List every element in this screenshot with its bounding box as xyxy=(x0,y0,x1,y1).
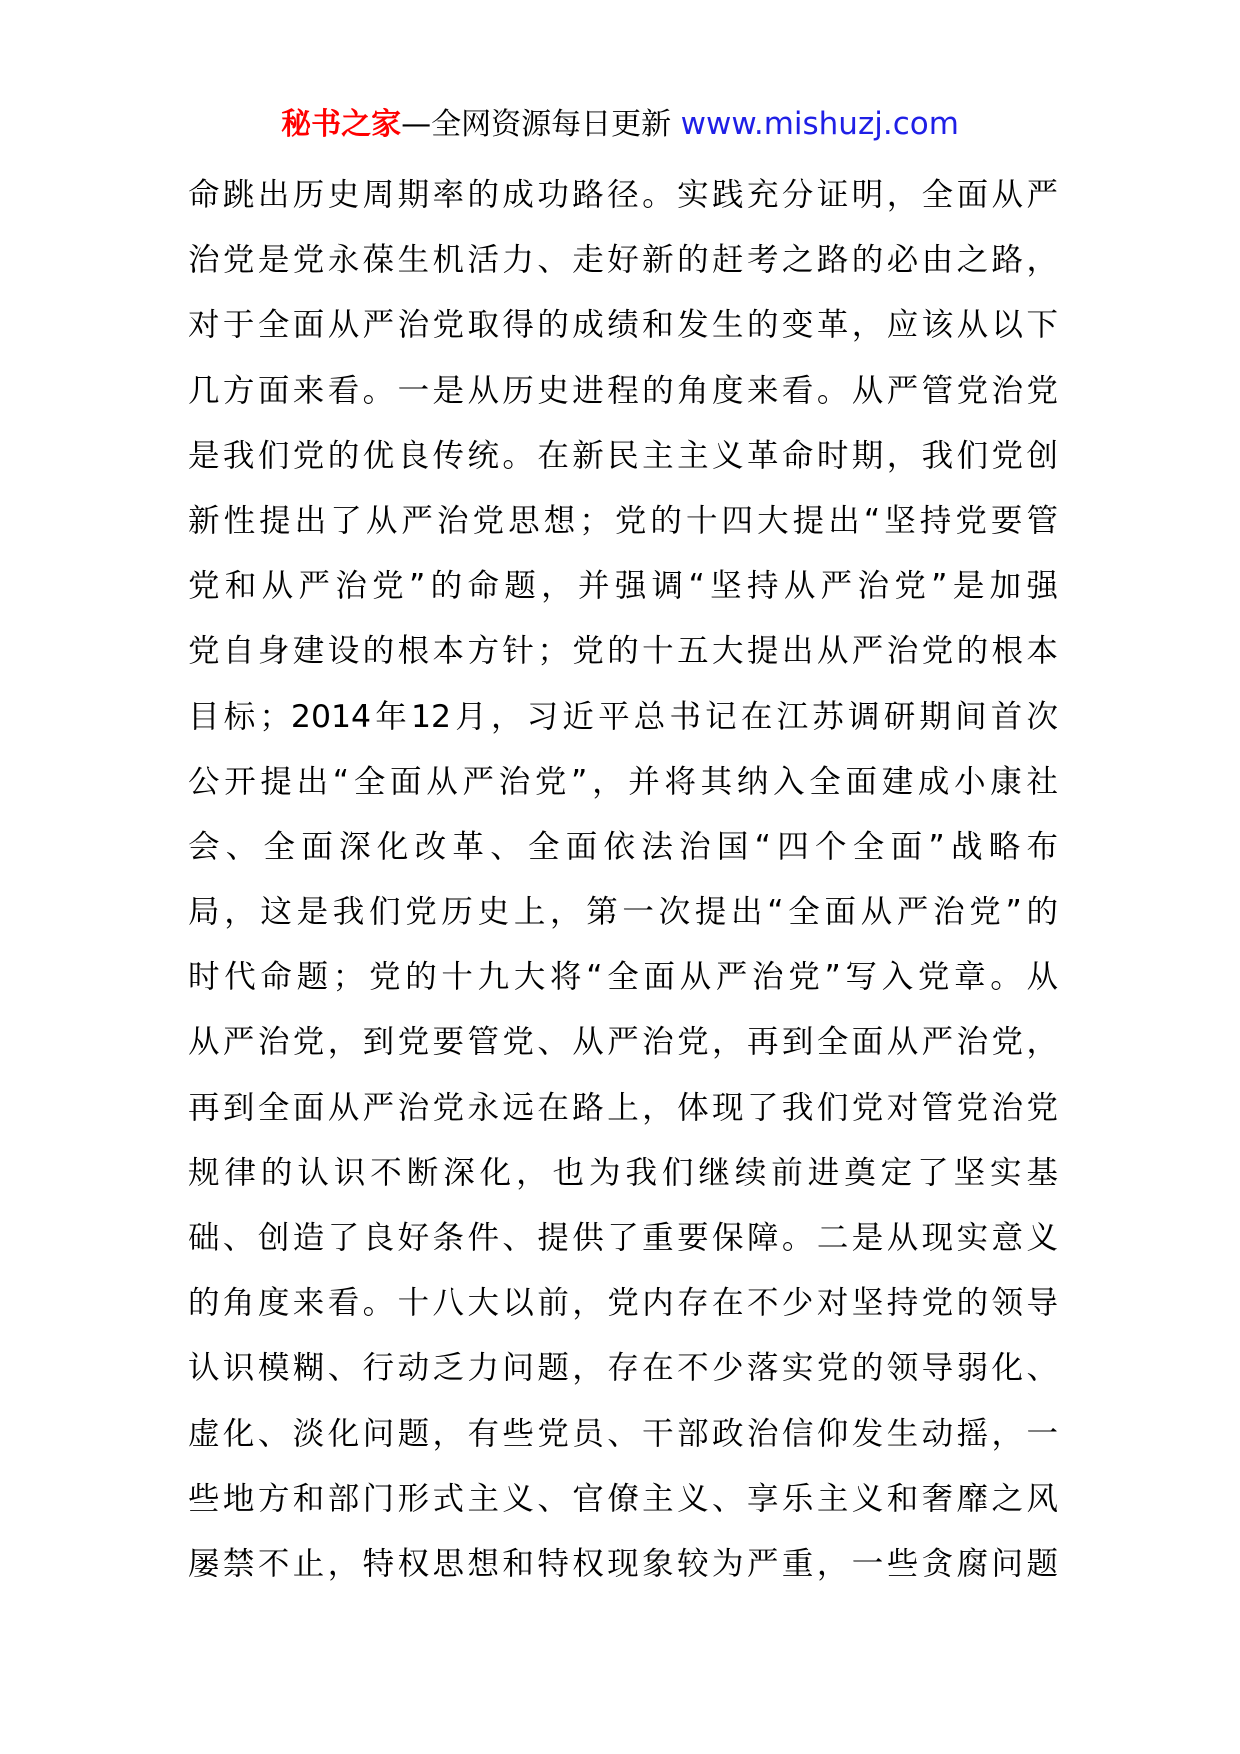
body-line: 时代命题；党的十九大将“全面从严治党”写入党章。从 xyxy=(188,959,1058,996)
body-line: 屡禁不止，特权思想和特权现象较为严重，一些贪腐问题 xyxy=(188,1545,1058,1582)
body-line: 从严治党，到党要管党、从严治党，再到全面从严治党， xyxy=(188,1024,1058,1061)
header-tagline: —全网资源每日更新 xyxy=(401,107,672,142)
body-line: 虚化、淡化问题，有些党员、干部政治信仰发生动摇，一 xyxy=(188,1415,1058,1452)
body-line: 新性提出了从严治党思想；党的十四大提出“坚持党要管 xyxy=(188,502,1058,539)
site-url-link[interactable]: www.mishuzj.com xyxy=(680,106,959,142)
body-line: 治党是党永葆生机活力、走好新的赶考之路的必由之路， xyxy=(188,242,1058,279)
body-line: 对于全面从严治党取得的成绩和发生的变革，应该从以下 xyxy=(188,307,1058,344)
body-line: 会、全面深化改革、全面依法治国“四个全面”战略布 xyxy=(188,828,1058,865)
body-line: 础、创造了良好条件、提供了重要保障。二是从现实意义 xyxy=(188,1220,1058,1256)
body-line: 几方面来看。一是从历史进程的角度来看。从严管党治党 xyxy=(188,372,1058,409)
body-line: 公开提出“全面从严治党”，并将其纳入全面建成小康社 xyxy=(188,763,1058,800)
body-line: 党和从严治党”的命题，并强调“坚持从严治党”是加强 xyxy=(188,568,1058,605)
body-line: 命跳出历史周期率的成功路径。实践充分证明，全面从严 xyxy=(188,177,1058,213)
body-line: 目标；2014年12月，习近平总书记在江苏调研期间首次 xyxy=(188,698,1058,735)
document-body xyxy=(188,163,1058,1597)
page-header xyxy=(0,102,1240,147)
body-line: 局，这是我们党历史上，第一次提出“全面从严治党”的 xyxy=(188,894,1058,931)
body-line: 认识模糊、行动乏力问题，存在不少落实党的领导弱化、 xyxy=(188,1350,1058,1387)
body-line: 党自身建设的根本方针；党的十五大提出从严治党的根本 xyxy=(188,633,1058,670)
body-line: 是我们党的优良传统。在新民主主义革命时期，我们党创 xyxy=(188,437,1058,474)
body-line: 些地方和部门形式主义、官僚主义、享乐主义和奢靡之风 xyxy=(188,1480,1058,1517)
body-line: 规律的认识不断深化，也为我们继续前进奠定了坚实基 xyxy=(188,1154,1058,1191)
brand-name: 秘书之家 xyxy=(281,107,402,142)
body-line: 的角度来看。十八大以前，党内存在不少对坚持党的领导 xyxy=(188,1285,1058,1322)
body-line: 再到全面从严治党永远在路上，体现了我们党对管党治党 xyxy=(188,1089,1058,1126)
